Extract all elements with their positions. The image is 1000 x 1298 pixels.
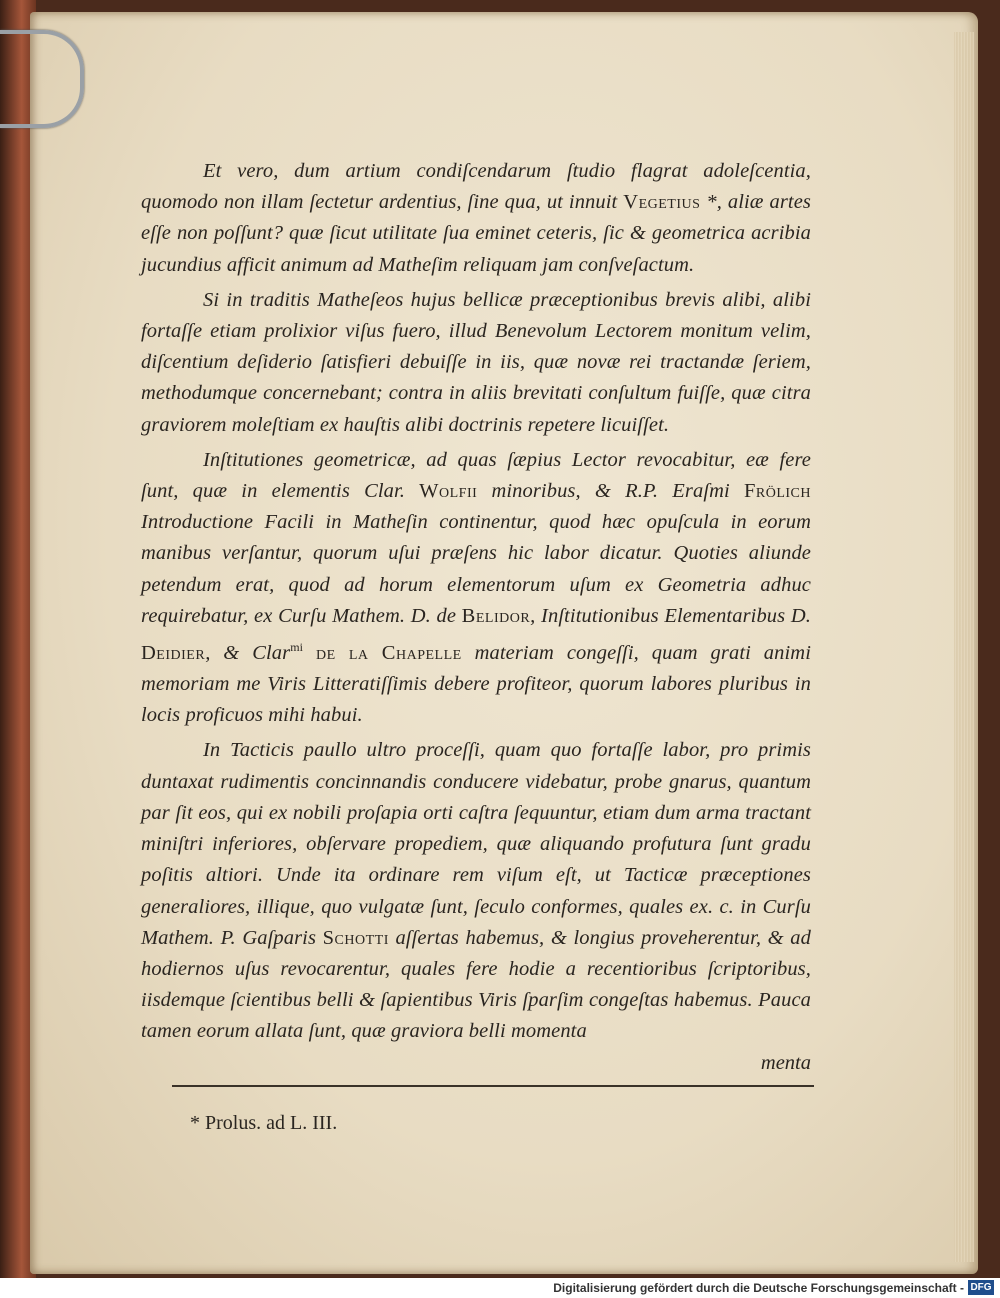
text-run: materiam congeſſi, quam grati animi memoriam me Viris Litteratiſſimis debere profiteor, quorum labores pluribus in locis proficuos mihi habui. (141, 641, 811, 727)
proper-name: Wolfii (419, 480, 478, 503)
text-run (303, 642, 316, 664)
credit-text: Digitalisierung gefördert durch die Deutsche Forschungsgemeinschaft - (553, 1281, 964, 1295)
proper-name: Frölich (743, 480, 811, 503)
text-run: In Tacticis paullo ultro proceſſi, quam quo fortaſſe labor, pro primis duntaxat rudimentis concinnandis conducere videbatur, probe gnarus, quantum par ſit eos, qui ex nobili proſapia orti caſtra ſequuntur, etiam dum arma tractant miniſtri inferiores, obſervare propediem, quæ aliquando profutura ſunt gradu poſitis altiori. Unde ita ordinare rem viſum eſt, ut Tacticæ præceptiones generaliores, illique, quo vulgatæ ſunt, ſeculo conformes, quales ex. c. in Curſu Mathem. P. Gaſparis (141, 739, 811, 949)
text-run: aſſertas habemus, & longius proveherentur, & ad hodiernos uſus revocarentur, quales fere hodie a recentioribus ſcriptoribus, iisdemque ſcientibus belli & ſapientibus Viris ſparſim congeſtas habemus. Pauca tamen eorum allata ſunt, quæ graviora belli momenta (141, 926, 812, 1043)
text-run: Si in traditis Matheſeos hujus bellicæ præceptionibus brevis alibi, alibi fortaſſe etiam prolixior viſus fuero, illud Benevolum Lectorem monitum velim, diſcentium deſiderio ſatisfieri debuiſſe in iis, quæ novæ rei tractandæ ſeriem, methodumque concernebant; contra in aliis brevitati conſultum fuiſſe, quæ citra graviorem moleſtiam ex hauſtis alibi doctrinis repetere licuiſſet. (141, 288, 811, 436)
proper-name: Belidor (461, 604, 531, 627)
text-run: Et vero, dum artium condiſcendarum ſtudio flagrat adoleſcentia, quomodo non illam ſectetur ardentius, ſine qua, ut innuit (141, 160, 811, 214)
page-edges (954, 32, 974, 1262)
text-run: Inſtitutiones geometricæ, ad quas ſæpius Lector revocabitur, eæ fere ſunt, quæ in elementis Clar. (141, 448, 811, 503)
main-text (141, 156, 811, 1048)
text-run: , Inſtitutionibus Elementaribus D. (530, 604, 811, 627)
paragraph (141, 445, 811, 732)
proper-name: Deidier (141, 641, 206, 664)
proper-name: Schotti (322, 926, 389, 949)
text-run: , & Clar (205, 641, 291, 664)
catchword: menta (760, 1052, 811, 1074)
footnote-rule (172, 1085, 814, 1087)
paragraph (141, 285, 811, 441)
text-run: minoribus, & R.P. Eraſmi (477, 480, 744, 503)
proper-name: de la Chapelle (315, 641, 462, 664)
paragraph (141, 735, 811, 1047)
proper-name: Vegetius (623, 191, 701, 214)
text-run: mi (290, 640, 304, 655)
credit-bar (0, 1278, 1000, 1298)
paragraph (141, 156, 811, 281)
dfg-logo: DFG (968, 1280, 994, 1295)
text-run: *, aliæ artes eſſe non poſſunt? quæ ſicut utilitate ſua eminet ceteris, ſic & geometrica acribia jucundius afficit animum ad Matheſim reliquam jam conſveſactum. (141, 191, 811, 276)
footnote: * Prolus. ad L. III. (190, 1112, 338, 1134)
page-clip (0, 30, 84, 128)
text-run: Introductione Facili in Matheſin continentur, quod hæc opuſcula in eorum manibus verſantur, quorum uſui præſens hic labor dicatur. Quoties aliunde petendum erat, quod ad horum elementorum uſum ex Geometria adhuc requirebatur, ex Curſu Mathem. D. de (141, 511, 811, 627)
